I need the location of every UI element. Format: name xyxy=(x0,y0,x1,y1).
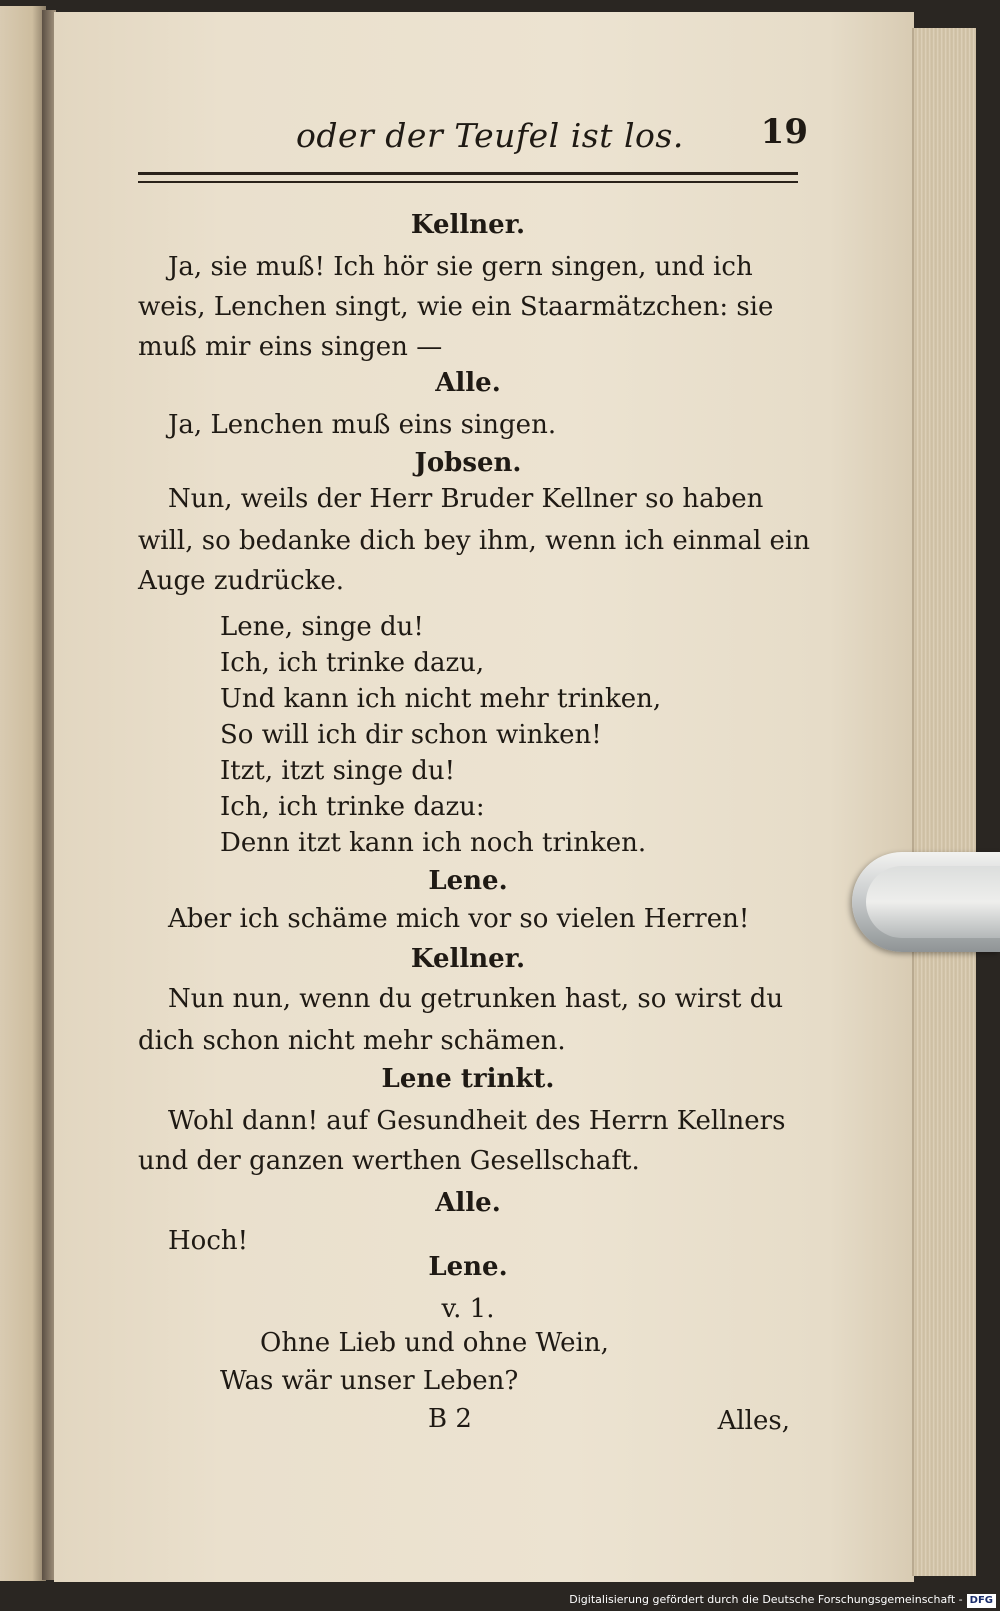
song-line: Ohne Lieb und ohne Wein, xyxy=(260,1328,609,1358)
song-line: Ich, ich trinke dazu, xyxy=(220,648,485,678)
speaker-heading: Alle. xyxy=(435,1188,501,1218)
page-block-edges xyxy=(912,28,976,1576)
page-number: 19 xyxy=(760,112,808,152)
song-line: Ich, ich trinke dazu: xyxy=(220,792,485,822)
verse-number: v. 1. xyxy=(441,1294,495,1324)
speaker-heading: Kellner. xyxy=(410,210,526,240)
text-line: und der ganzen werthen Gesellschaft. xyxy=(138,1146,640,1176)
song-line: Und kann ich nicht mehr trinken, xyxy=(220,684,662,714)
text-line: weis, Lenchen singt, wie ein Staarmätzchen: sie xyxy=(138,292,774,322)
song-line: So will ich dir schon winken! xyxy=(220,720,602,750)
speaker-heading: Kellner. xyxy=(410,944,526,974)
speaker-heading: Alle. xyxy=(435,368,501,398)
dfg-logo: DFG xyxy=(967,1594,996,1608)
page-clip xyxy=(852,852,1000,952)
text-line: Hoch! xyxy=(168,1226,249,1256)
speaker-heading: Lene. xyxy=(428,866,508,896)
text-line: Auge zudrücke. xyxy=(138,566,345,596)
text-line: Nun, weils der Herr Bruder Kellner so haben xyxy=(168,484,764,514)
facing-page-edge xyxy=(0,6,46,1581)
digitization-credit xyxy=(540,1590,996,1610)
text-line: Nun nun, wenn du getrunken hast, so wirst du xyxy=(168,984,784,1014)
page-clip-highlight xyxy=(866,866,1000,938)
text-line: Ja, sie muß! Ich hör sie gern singen, und ich xyxy=(168,252,753,282)
text-line: muß mir eins singen — xyxy=(138,332,443,362)
speaker-heading: Jobsen. xyxy=(414,448,522,478)
song-line: Denn itzt kann ich noch trinken. xyxy=(220,828,647,858)
speaker-heading: Lene. xyxy=(428,1252,508,1282)
credit-text: Digitalisierung gefördert durch die Deutsche Forschungsgemeinschaft - xyxy=(569,1593,963,1606)
text-line: Ja, Lenchen muß eins singen. xyxy=(168,410,557,440)
catchword: Alles, xyxy=(717,1406,790,1436)
running-title: oder der Teufel ist los. xyxy=(296,116,684,155)
text-line: dich schon nicht mehr schämen. xyxy=(138,1026,566,1056)
signature-mark: B 2 xyxy=(428,1404,472,1434)
header-rule xyxy=(138,172,798,183)
song-line: Itzt, itzt singe du! xyxy=(220,756,456,786)
song-line: Lene, singe du! xyxy=(220,612,424,642)
text-line: Wohl dann! auf Gesundheit des Herrn Kellners xyxy=(168,1106,786,1136)
text-line: will, so bedanke dich bey ihm, wenn ich einmal ein xyxy=(138,526,810,556)
song-line: Was wär unser Leben? xyxy=(220,1366,519,1396)
stage-direction: Lene trinkt. xyxy=(381,1064,555,1094)
text-line: Aber ich schäme mich vor so vielen Herren! xyxy=(168,904,750,934)
